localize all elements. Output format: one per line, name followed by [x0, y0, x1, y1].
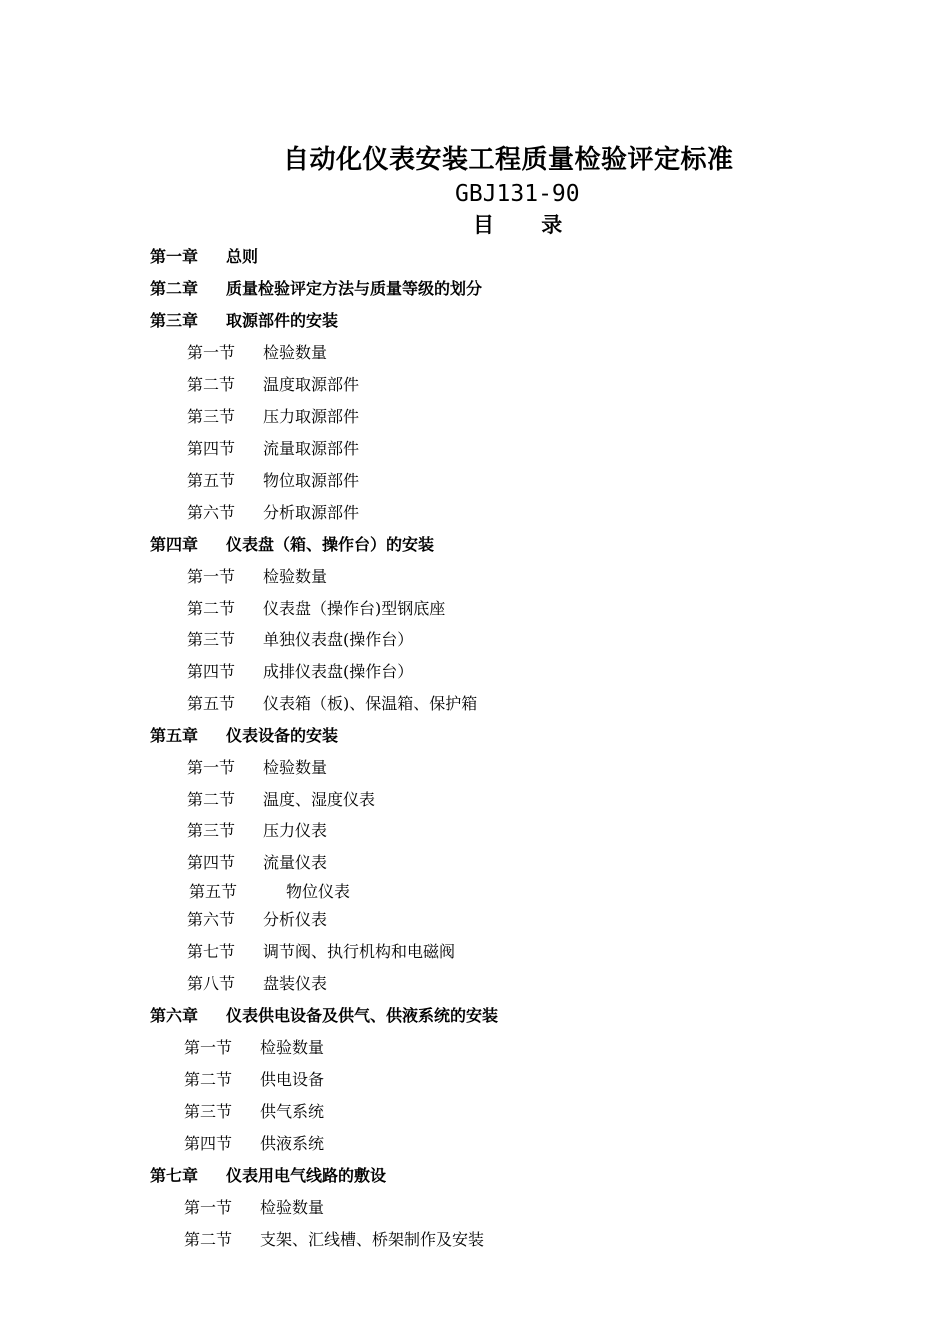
toc-title: 调节阀、执行机构和电磁阀 [263, 942, 456, 961]
toc-number: 第一节 [187, 343, 236, 362]
toc-section [187, 820, 327, 842]
toc-chapter-5 [150, 725, 338, 747]
toc-section [184, 1133, 324, 1155]
toc-section [187, 693, 477, 715]
toc-number: 第四节 [187, 439, 236, 458]
toc-title: 取源部件的安装 [226, 311, 339, 330]
toc-number: 第二节 [187, 790, 236, 809]
toc-title: 单独仪表盘(操作台） [263, 630, 414, 649]
toc-number: 第五节 [187, 471, 236, 490]
toc-chapter-7 [150, 1165, 386, 1187]
toc-section [187, 973, 327, 995]
toc-number: 第一节 [187, 567, 236, 586]
toc-title: 供气系统 [260, 1102, 325, 1121]
toc-section [187, 502, 359, 524]
toc-number: 第一章 [150, 247, 199, 266]
toc-title: 盘装仪表 [263, 974, 328, 993]
toc-title: 仪表供电设备及供气、供液系统的安装 [226, 1006, 499, 1025]
toc-chapter-3 [150, 310, 338, 332]
toc-number: 第四节 [184, 1134, 233, 1153]
toc-title: 供电设备 [260, 1070, 325, 1089]
toc-chapter-2 [150, 278, 482, 300]
toc-title: 检验数量 [263, 758, 328, 777]
toc-title: 支架、汇线槽、桥架制作及安装 [260, 1230, 485, 1249]
toc-section [187, 470, 359, 492]
toc-number: 第八节 [187, 974, 236, 993]
toc-section [187, 406, 359, 428]
toc-title: 温度取源部件 [263, 375, 360, 394]
standard-code: GBJ131-90 [455, 181, 580, 207]
toc-title: 温度、湿度仪表 [263, 790, 376, 809]
toc-chapter-4 [150, 534, 434, 556]
toc-section [187, 789, 375, 811]
toc-number: 第七章 [150, 1166, 199, 1185]
toc-heading: 目 录 [473, 212, 563, 237]
toc-number: 第六章 [150, 1006, 199, 1025]
toc-section [184, 1101, 324, 1123]
toc-title: 仪表盘（操作台)型钢底座 [263, 599, 446, 618]
toc-number: 第三节 [187, 630, 236, 649]
toc-section [184, 1069, 324, 1091]
toc-title: 检验数量 [260, 1198, 325, 1217]
toc-section [187, 661, 413, 683]
toc-section [189, 881, 350, 903]
toc-section [187, 757, 327, 779]
toc-number: 第三节 [184, 1102, 233, 1121]
toc-section [187, 941, 455, 963]
toc-title: 仪表盘（箱、操作台）的安装 [226, 535, 435, 554]
toc-number: 第二节 [187, 599, 236, 618]
toc-section [187, 342, 327, 364]
toc-number: 第二节 [184, 1230, 233, 1249]
toc-section [187, 566, 327, 588]
toc-title: 质量检验评定方法与质量等级的划分 [226, 279, 483, 298]
toc-title: 检验数量 [260, 1038, 325, 1057]
toc-title: 成排仪表盘(操作台） [263, 662, 414, 681]
toc-title: 仪表箱（板)、保温箱、保护箱 [263, 694, 478, 713]
toc-section [187, 438, 359, 460]
toc-title: 供液系统 [260, 1134, 325, 1153]
toc-number: 第四节 [187, 853, 236, 872]
toc-number: 第一节 [184, 1038, 233, 1057]
toc-number: 第六节 [187, 910, 236, 929]
toc-number: 第七节 [187, 942, 236, 961]
toc-section [187, 909, 327, 931]
toc-number: 第三章 [150, 311, 199, 330]
toc-title: 压力仪表 [263, 821, 328, 840]
toc-number: 第三节 [187, 821, 236, 840]
toc-title: 物位取源部件 [263, 471, 360, 490]
toc-number: 第一节 [184, 1198, 233, 1217]
document-title: 自动化仪表安装工程质量检验评定标准 [283, 145, 734, 175]
toc-number: 第五节 [189, 882, 238, 901]
toc-title: 仪表用电气线路的敷设 [226, 1166, 387, 1185]
toc-section [184, 1229, 484, 1251]
toc-title: 检验数量 [263, 567, 328, 586]
toc-title: 仪表设备的安装 [226, 726, 339, 745]
toc-section [187, 852, 327, 874]
toc-chapter-1 [150, 246, 258, 268]
toc-section [184, 1037, 324, 1059]
toc-section [187, 629, 413, 651]
toc-section [184, 1197, 324, 1219]
toc-title: 物位仪表 [286, 882, 351, 901]
toc-title: 流量取源部件 [263, 439, 360, 458]
toc-number: 第一节 [187, 758, 236, 777]
toc-number: 第二章 [150, 279, 199, 298]
toc-title: 分析仪表 [263, 910, 328, 929]
toc-number: 第六节 [187, 503, 236, 522]
toc-chapter-6 [150, 1005, 498, 1027]
toc-section [187, 374, 359, 396]
toc-title: 分析取源部件 [263, 503, 360, 522]
toc-section [187, 598, 445, 620]
toc-number: 第四章 [150, 535, 199, 554]
toc-title: 压力取源部件 [263, 407, 360, 426]
toc-number: 第四节 [187, 662, 236, 681]
toc-title: 总则 [226, 247, 259, 266]
toc-number: 第二节 [187, 375, 236, 394]
toc-title: 流量仪表 [263, 853, 328, 872]
toc-number: 第二节 [184, 1070, 233, 1089]
toc-title: 检验数量 [263, 343, 328, 362]
toc-number: 第五章 [150, 726, 199, 745]
toc-number: 第三节 [187, 407, 236, 426]
toc-number: 第五节 [187, 694, 236, 713]
